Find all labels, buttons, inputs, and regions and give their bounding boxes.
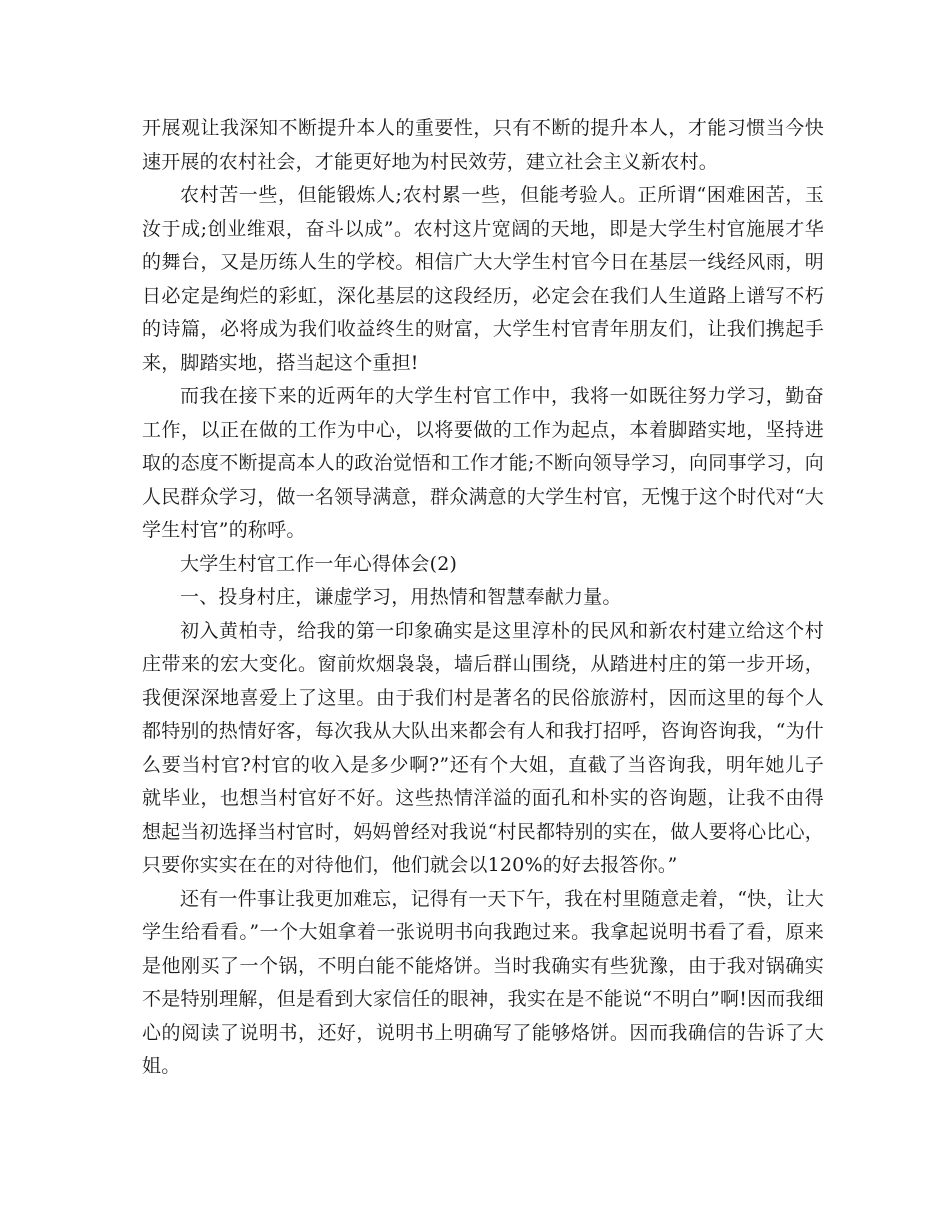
section-heading: 大学生村官工作一年心得体会(2) <box>180 552 458 575</box>
subsection-heading: 一、投身村庄，谦虚学习，用热情和智慧奉献力量。 <box>180 586 622 608</box>
paragraph-5: 还有一件事让我更加难忘，记得有一天下午，我在村里随意走着，“快，让大学生给看看。”一个大姐拿着一张说明书向我跑过来。我拿起说明书看了看，原来是他刚买了一个锅，不明白能不能烙饼。当时我确实有些犹豫，由于我对锅确实不是特别理解，但是看到大家信任的眼神，我实在是不能说“不明白”啊!因而我细心的阅读了说明书，还好，说明书上明确写了能够烙饼。因而我确信的告诉了大姐。 <box>142 887 824 1077</box>
paragraph-1: 开展观让我深知不断提升本人的重要性，只有不断的提升本人，才能习惯当今快速开展的农村社会，才能更好地为村民效劳，建立社会主义新农村。 <box>142 117 824 173</box>
document-body <box>142 112 824 1084</box>
paragraph-3: 而我在接下来的近两年的大学生村官工作中，我将一如既往努力学习，勤奋工作，以正在做的工作为中心，以将要做的工作为起点，本着脚踏实地，坚持进取的态度不断提高本人的政治觉悟和工作才能;不断向领导学习，向同事学习，向人民群众学习，做一名领导满意，群众满意的大学生村官，无愧于这个时代对“大学生村官”的称呼。 <box>142 385 824 541</box>
paragraph-4: 初入黄柏寺，给我的第一印象确实是这里淳朴的民风和新农村建立给这个村庄带来的宏大变化。窗前炊烟袅袅，墙后群山围绕，从踏进村庄的第一步开场，我便深深地喜爱上了这里。由于我们村是著名的民俗旅游村，因而这里的每个人都特别的热情好客，每次我从大队出来都会有人和我打招呼，咨询咨询我，“为什么要当村官?村官的收入是多少啊?”还有个大姐，直截了当咨询我，明年她儿子就毕业，也想当村官好不好。这些热情洋溢的面孔和朴实的咨询题，让我不由得想起当初选择当村官时，妈妈曾经对我说“村民都特别的实在，做人要将心比心，只要你实实在在的对待他们，他们就会以120%的好去报答你。” <box>142 619 824 876</box>
paragraph-2: 农村苦一些，但能锻炼人;农村累一些，但能考验人。正所谓“困难困苦，玉汝于成;创业维艰，奋斗以成”。农村这片宽阔的天地，即是大学生村官施展才华的舞台，又是历练人生的学校。相信广大大学生村官今日在基层一线经风雨，明日必定是绚烂的彩虹，深化基层的这段经历，必定会在我们人生道路上谱写不朽的诗篇，必将成为我们收益终生的财富，大学生村官青年朋友们，让我们携起手来，脚踏实地，搭当起这个重担! <box>142 184 824 374</box>
